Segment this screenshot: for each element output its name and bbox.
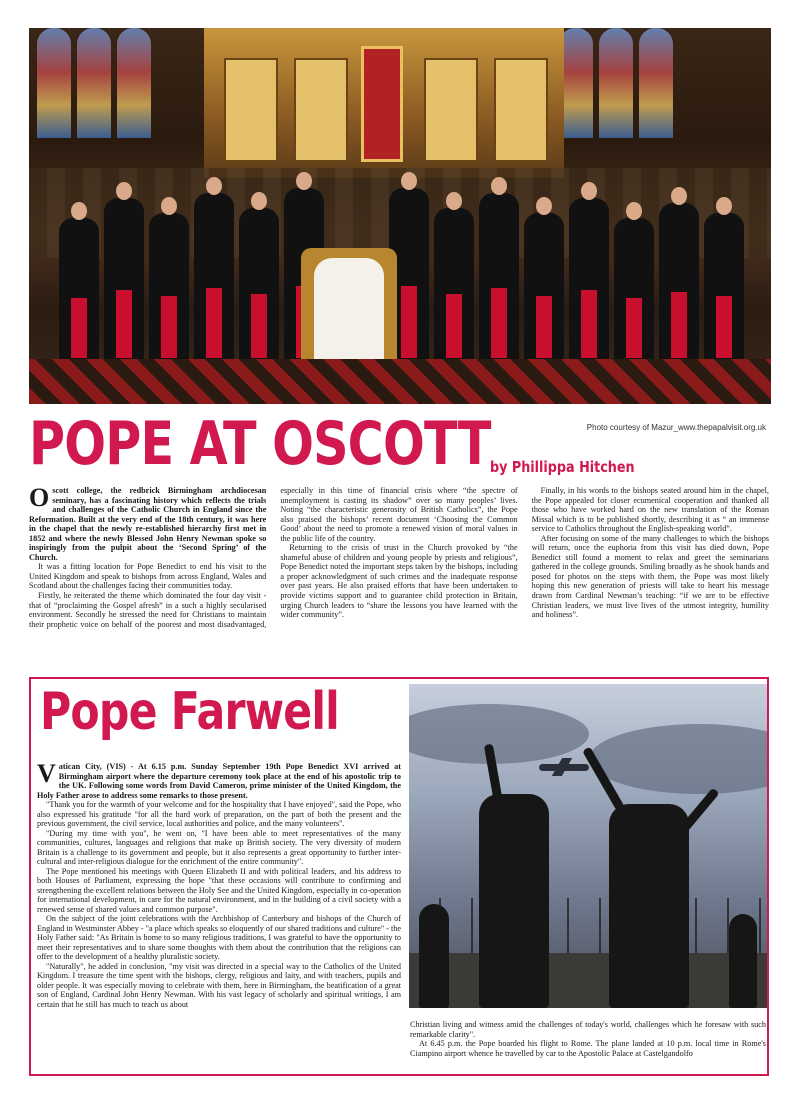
paragraph: After focusing on some of the many challenges to which the bishops will return, once the euphoria from this visit has died down, Pope Benedict still found a moment to relax and greet the seminarians gathered in the college grounds. Smiling broadly as he shook hands and posed for photos on the steps with them, the Pope was most likely hoping this new generation of priests will take to heart his message drawn from Cardinal Newman’s teaching: “if we are to be effective Christian leaders, we must live lives of the utmost integrity, humility and holiness”. [531,533,769,620]
tiled-floor [29,359,771,404]
paragraph: The Pope mentioned his meetings with Queen Elizabeth II and with political leaders, and his address to both Houses of Parliament, expressing the hope "that these occasions will contribute to confirming and strengthening the excellent relations between the Holy See and the United Kingdom, especially in co-operation for international development, in care for the natural environment, and in the building of a civil society with a renewed sense of shared values and common purpose". [37,866,401,914]
stained-glass-window [117,28,151,138]
farewell-continuation [410,1020,766,1070]
plane-silhouette [539,764,589,771]
hero-photo [29,28,771,404]
person-silhouette [609,804,689,1008]
person-silhouette [419,904,449,1008]
paragraph: At 6.45 p.m. the Pope boarded his flight to Rome. The plane landed at 10 p.m. local time in Rome's Ciampino airport whence he travelled by car to the Apostolic Palace at Castelgandolfo [410,1039,766,1058]
stained-glass-window [599,28,633,138]
paragraph: "During my time with you", he went on, "I have been able to meet representatives of the many communities, cultures, languages and religions that make up British society. The very diversity of modern Britain is a challenge to its government and people, but it also represents a great opportunity to further inter-cultural and inter-religious dialogue for the enrichment of the entire community". [37,828,401,866]
article-body [29,483,769,672]
photo-credit: Photo courtesy of Mazur_www.thepapalvisit.org.uk [586,423,766,432]
person-silhouette [479,794,549,1008]
farewell-title: Pope Farwell [40,682,339,742]
paragraph: "Thank you for the warmth of your welcome and for the hospitality that I have enjoyed", said the Pope, who also expressed his gratitude "for all the hard work of preparation, on the part of both the present and the previous government, the civil service, local authorities and police, and the many volunteers". [37,800,401,828]
paragraph: Firstly, he reiterated the theme which dominated the four day visit - that of “proclaiming the Gospel afresh” in a such a highly secularised environment. Secondly he stressed the need for Christians to maintain their prophetic voice on behalf of the poorest and most disadvantaged, especially in this time of financial crisis where “the spectre of unemployment is casting its shadow” over so many peoples’ lives. Noting “the characteristic generosity of British Catholics”, the Pope also praised the bishops’ recent document ‘Choosing the Common Good’ about the need to promote a renewed vision of moral values in the public life of the country. [29,486,518,629]
farewell-body [37,762,401,1072]
bishops-group [49,178,751,378]
paragraph: Christian living and witness amid the challenges of today's world, challenges which he foresaw with such remarkable clarity". [410,1020,766,1039]
drop-cap: O [29,483,50,512]
lead-paragraph: Vatican City, (VIS) - At 6.15 p.m. Sunday September 19th Pope Benedict XVI arrived at Birmingham airport where the departure ceremony took place at the end of his apostolic trip to the UK. Following some words from David Cameron, prime minister of the United Kingdom, the Holy Father arose to address some remarks to those present. [37,762,401,800]
paragraph: Finally, in his words to the bishops seated around him in the chapel, the Pope appealed for closer ecumenical cooperation and thanked all those who have worked hard on the new translation of the Roman Missal which is to be published shortly, describing it as “ an immense service to Catholics throughout the English-speaking world”. [531,486,769,534]
stained-glass-window [77,28,111,138]
stained-glass-window [37,28,71,138]
paragraph: On the subject of the joint celebrations with the Archbishop of Canterbury and bishops of the Church of England in Westminster Abbey - "a place which speaks so eloquently of our shared traditions and culture" - the Holy Father said: "As Britain is home to so many religious traditions, I was grateful to have the opportunity to meet their representatives and to share some thoughts with them about the contribution that the religions can offer to the development of a healthy pluralistic society. [37,914,401,961]
altar-cross [361,46,403,162]
stained-glass-window [559,28,593,138]
paragraph: Returning to the crisis of trust in the Church provoked by “the shameful abuse of children and young people by priests and religious”, Pope Benedict noted the important steps taken by the bishops, including a proper acknowledgment of such crimes and the inadequate response over past years. He also praised efforts that have been undertaken to provide victims support and to guarantee child protection in Britain, urging Church leaders to “share the lessons you have learned with the wider community”. [280,543,518,620]
person-silhouette [729,914,757,1008]
airport-photo [409,684,767,1008]
article-title: POPE AT OSCOTT [29,409,491,479]
stained-glass-window [639,28,673,138]
ground [409,953,767,1008]
paragraph: It was a fitting location for Pope Benedict to end his visit to the United Kingdom and speak to bishops from across England, Wales and Scotland about the challenges facing their communities today. [29,562,267,591]
byline: by Phillippa Hitchen [490,458,635,476]
lead-paragraph: Oscott college, the redbrick Birmingham archdiocesan seminary, has a fascinating history which reflects the trials and challenges of the Catholic Church in England since the Reformation. Built at the very end of the 18th century, it was here in the chapel that the newly re-established hierarchy first met in 1852 and where the newly Blessed John Henry Newman spoke so inspiringly from the pulpit about the ‘Second Spring’ of the Church. [29,483,267,562]
drop-cap: V [37,762,56,788]
paragraph: "Naturally", he added in conclusion, "my visit was directed in a special way to the Catholics of the United Kingdom. I treasure the time spent with the bishops, clergy, religious and laity, and with teachers, pupils and older people. It was especially moving to celebrate with them, here in Birmingham, the beatification of a great son of England, Cardinal John Henry Newman. With his vast legacy of scholarly and spiritual writings, I am certain that he still has much to teach us about [37,961,401,1009]
